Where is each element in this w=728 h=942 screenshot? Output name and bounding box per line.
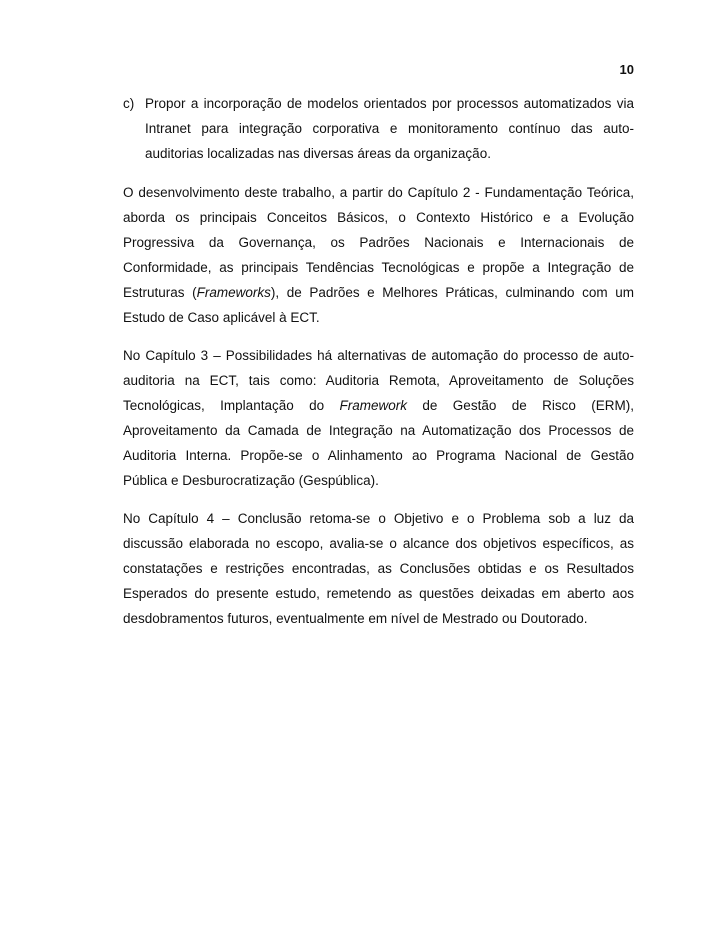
paragraph-line: Pública e Desburocratização (Gespública). [123, 473, 379, 488]
page-number: 10 [619, 62, 634, 77]
paragraph-line: Aproveitamento da Camada de Integração na Automatização dos Processos de [123, 423, 634, 438]
paragraph-line: constatações e restrições encontradas, as Conclusões obtidas e os Resultados [123, 561, 634, 576]
paragraph-chapter-4 [123, 506, 634, 631]
document-body [123, 91, 634, 631]
paragraph-line: auditoria na ECT, tais como: Auditoria Remota, Aproveitamento de Soluções [123, 373, 634, 388]
paragraph-line: Auditoria Interna. Propõe-se o Alinhamento ao Programa Nacional de Gestão [123, 448, 634, 463]
text-run: ), de Padrões e Melhores Práticas, culminando com um [270, 285, 634, 300]
text-run: de Gestão de Risco (ERM), [407, 398, 634, 413]
paragraph-line: aborda os principais Conceitos Básicos, o Contexto Histórico e a Evolução [123, 210, 634, 225]
paragraph-line: Estudo de Caso aplicável à ECT. [123, 310, 320, 325]
list-marker: c) [123, 96, 135, 111]
text-run: Tecnológicas, Implantação do [123, 398, 340, 413]
paragraph-line: No Capítulo 3 – Possibilidades há alternativas de automação do processo de auto- [123, 348, 634, 363]
paragraph-line: No Capítulo 4 – Conclusão retoma-se o Objetivo e o Problema sob a luz da [123, 511, 634, 526]
list-line: Propor a incorporação de modelos orientados por processos automatizados via [145, 96, 634, 111]
paragraph-line: Esperados do presente estudo, remetendo as questões deixadas em aberto aos [123, 586, 634, 601]
paragraph-chapter-3 [123, 343, 634, 493]
paragraph-chapter-2 [123, 180, 634, 330]
italic-term: Frameworks [196, 285, 271, 300]
italic-term: Framework [339, 398, 408, 413]
paragraph-line: O desenvolvimento deste trabalho, a partir do Capítulo 2 - Fundamentação Teórica, [123, 185, 634, 200]
paragraph-line [123, 280, 634, 305]
paragraph-line: Progressiva da Governança, os Padrões Nacionais e Internacionais de [123, 235, 634, 250]
list-item-body [123, 91, 634, 166]
list-line: Intranet para integração corporativa e monitoramento contínuo das auto- [145, 121, 634, 136]
list-item-c [123, 91, 634, 166]
paragraph-line: desdobramentos futuros, eventualmente em nível de Mestrado ou Doutorado. [123, 611, 588, 626]
paragraph-line [123, 393, 634, 418]
paragraph-line: Conformidade, as principais Tendências Tecnológicas e propõe a Integração de [123, 260, 634, 275]
text-run: Estruturas ( [123, 285, 197, 300]
list-line: auditorias localizadas nas diversas áreas da organização. [145, 146, 491, 161]
paragraph-line: discussão elaborada no escopo, avalia-se o alcance dos objetivos específicos, as [123, 536, 634, 551]
